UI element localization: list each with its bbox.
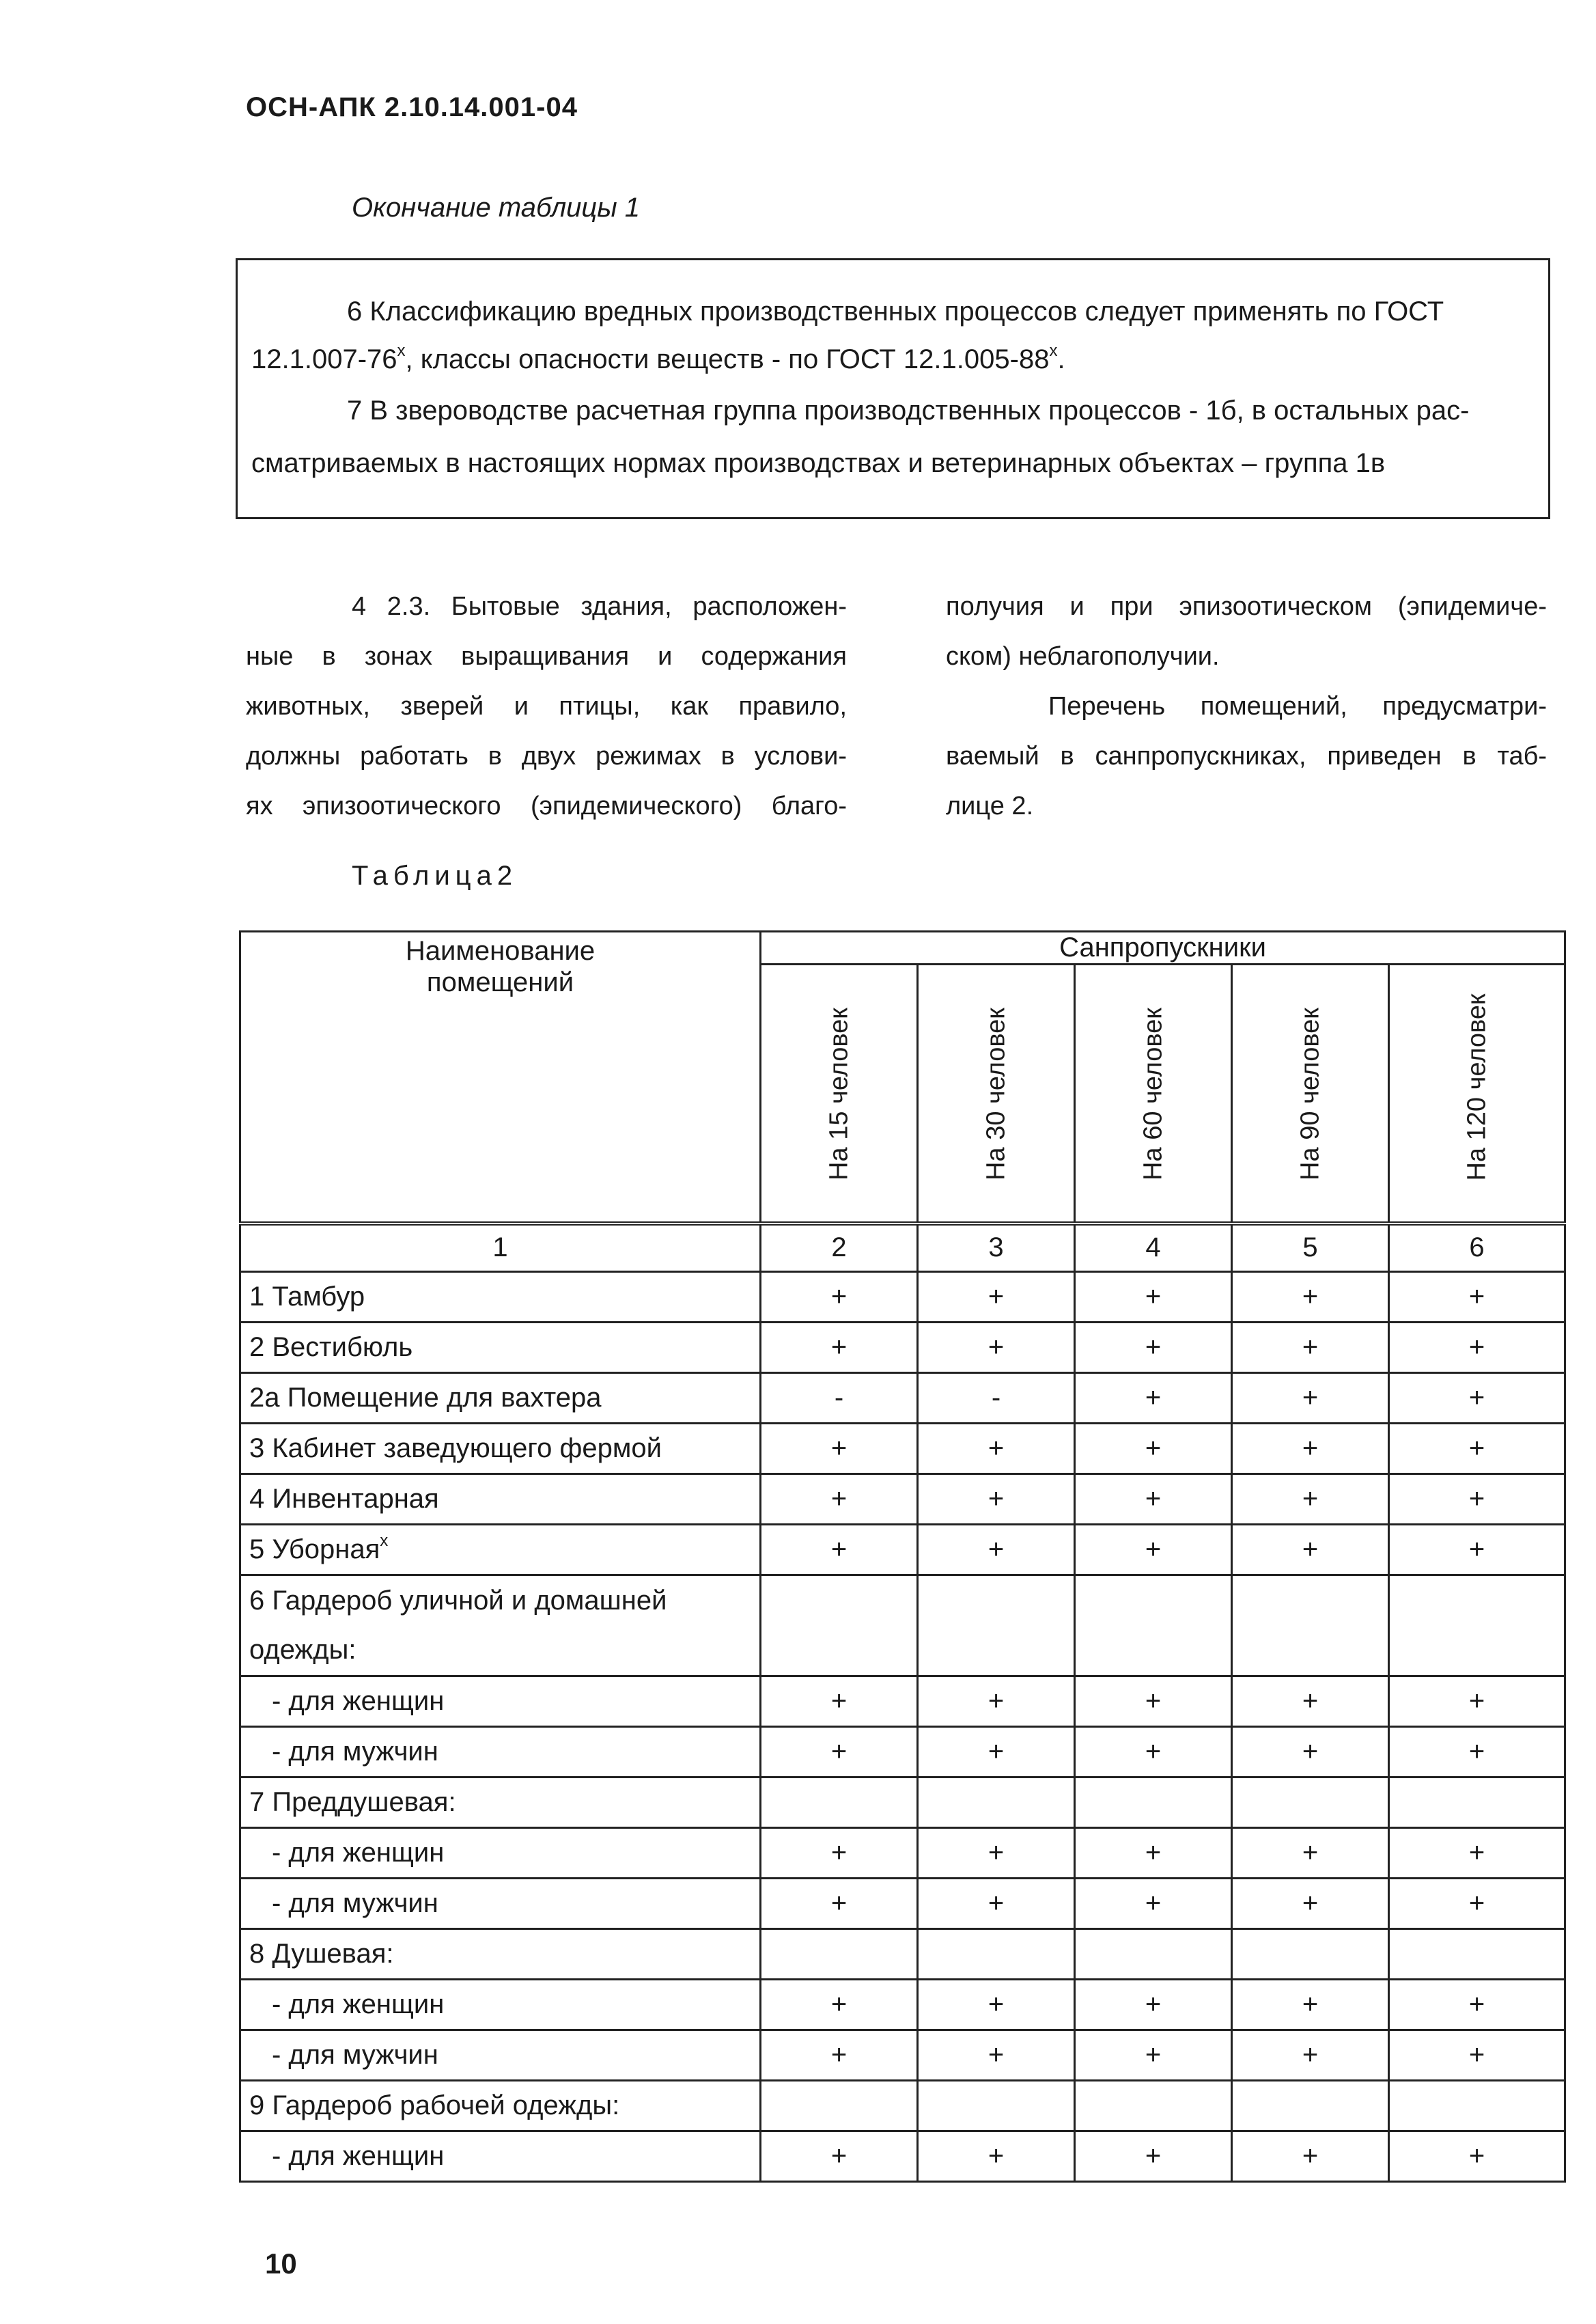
presence-cell: +	[1075, 1827, 1232, 1878]
presence-cell: +	[761, 1271, 918, 1322]
paragraph-right-column	[946, 582, 1547, 831]
presence-cell: +	[1389, 2030, 1565, 2080]
room-name: 9 Гардероб рабочей одежды:	[249, 2090, 620, 2120]
presence-cell: +	[918, 1524, 1075, 1575]
presence-cell: +	[1232, 2131, 1389, 2181]
table1-notes-box	[236, 258, 1550, 519]
room-name: - для мужчин	[272, 1736, 438, 1767]
presence-cell: +	[918, 1979, 1075, 2030]
presence-cell	[1075, 1777, 1232, 1827]
header-name-cell	[240, 932, 761, 1224]
header-col-90: На 90 человек	[1232, 965, 1389, 1224]
presence-cell: +	[918, 1271, 1075, 1322]
presence-cell: +	[918, 2131, 1075, 2181]
room-name: - для мужчин	[272, 2039, 438, 2070]
presence-cell: +	[918, 1676, 1075, 1726]
presence-cell: +	[1389, 1524, 1565, 1575]
table-row	[240, 1423, 1565, 1474]
col-number: 3	[918, 1223, 1075, 1271]
room-name-cell	[240, 1423, 761, 1474]
presence-cell: +	[1232, 1271, 1389, 1322]
presence-cell: +	[1389, 1979, 1565, 2030]
presence-cell: +	[1075, 1423, 1232, 1474]
presence-cell: +	[761, 1322, 918, 1372]
presence-cell: -	[918, 1372, 1075, 1423]
paragraph-line: ваемый в санпропускниках, приведен в таб-	[946, 742, 1547, 771]
presence-cell: +	[1232, 1372, 1389, 1423]
note-7-line-1: 7 В звероводстве расчетная группа производственных процессов - 1б, в остальных рас-	[347, 396, 1470, 426]
table-row	[240, 2131, 1565, 2181]
table-row	[240, 1271, 1565, 1322]
presence-cell: +	[1232, 1979, 1389, 2030]
presence-cell	[1075, 2080, 1232, 2131]
presence-cell: +	[761, 2131, 918, 2181]
table-row	[240, 1726, 1565, 1777]
presence-cell: +	[761, 1423, 918, 1474]
document-code: ОСН-АПК 2.10.14.001-04	[246, 92, 578, 122]
presence-cell: +	[1232, 2030, 1389, 2080]
presence-cell: +	[1232, 1474, 1389, 1524]
paragraph-line: 4 2.3. Бытовые здания, расположен-	[352, 592, 847, 621]
header-group-cell: Санпропускники	[761, 932, 1565, 965]
presence-cell	[1075, 1575, 1232, 1676]
paragraph-line: должны работать в двух режимах в услови-	[246, 742, 847, 771]
room-name-cell	[240, 1928, 761, 1979]
presence-cell: +	[1389, 1322, 1565, 1372]
note-6-line-1: 6 Классификацию вредных производственных процессов следует применять по ГОСТ	[347, 296, 1444, 327]
presence-cell: +	[918, 1423, 1075, 1474]
header-col-60: На 60 человек	[1075, 965, 1232, 1224]
presence-cell: +	[1075, 1474, 1232, 1524]
presence-cell: +	[1075, 1372, 1232, 1423]
room-name-cell	[240, 1372, 761, 1423]
paragraph-line: ском) неблагополучии.	[946, 642, 1220, 671]
presence-cell	[918, 2080, 1075, 2131]
col-number: 5	[1232, 1223, 1389, 1271]
room-name-cell	[240, 1271, 761, 1322]
presence-cell: +	[1389, 1726, 1565, 1777]
room-name: 5 Уборная	[249, 1534, 380, 1564]
presence-cell	[1232, 2080, 1389, 2131]
paragraph-line: ные в зонах выращивания и содержания	[246, 642, 847, 671]
presence-cell: +	[918, 2030, 1075, 2080]
paragraph-line: получия и при эпизоотическом (эпидемиче-	[946, 592, 1547, 621]
room-name: - для женщин	[272, 1989, 445, 2019]
table-row	[240, 1928, 1565, 1979]
room-name: - для женщин	[272, 1685, 445, 1716]
presence-cell: +	[1075, 1524, 1232, 1575]
presence-cell	[761, 1575, 918, 1676]
room-name-cell	[240, 1676, 761, 1726]
room-name: - для мужчин	[272, 1887, 438, 1918]
presence-cell: +	[1232, 1524, 1389, 1575]
presence-cell: +	[1232, 1676, 1389, 1726]
presence-cell: +	[761, 1726, 918, 1777]
room-name-cell	[240, 1575, 761, 1676]
room-name: 4 Инвентарная	[249, 1483, 439, 1514]
table-row	[240, 2080, 1565, 2131]
room-name-cell	[240, 1878, 761, 1928]
room-name-cell	[240, 2080, 761, 2131]
presence-cell	[1232, 1575, 1389, 1676]
room-name: 2а Помещение для вахтера	[249, 1382, 602, 1413]
room-name-cell	[240, 1524, 761, 1575]
room-name: 7 Преддушевая:	[249, 1786, 456, 1817]
room-name: 2 Вестибюль	[249, 1331, 413, 1362]
presence-cell	[1389, 1777, 1565, 1827]
presence-cell	[1389, 1575, 1565, 1676]
table-row	[240, 1979, 1565, 2030]
presence-cell: +	[761, 2030, 918, 2080]
presence-cell	[1232, 1777, 1389, 1827]
paragraph-line: лице 2.	[946, 792, 1034, 820]
presence-cell: -	[761, 1372, 918, 1423]
room-name-cell	[240, 2030, 761, 2080]
presence-cell: +	[1389, 1271, 1565, 1322]
room-name-cell	[240, 1322, 761, 1372]
table2-caption: Таблица2	[352, 861, 518, 891]
table2	[239, 930, 1566, 2183]
table-row	[240, 1322, 1565, 1372]
column-number-row	[240, 1223, 1565, 1271]
note-7-line-2: сматриваемых в настоящих нормах производствах и ветеринарных объектах – группа 1в	[251, 448, 1386, 478]
header-col-15: На 15 человек	[761, 965, 918, 1224]
presence-cell: +	[1075, 2030, 1232, 2080]
presence-cell: +	[918, 1322, 1075, 1372]
presence-cell: +	[1232, 1423, 1389, 1474]
room-name-cell	[240, 2131, 761, 2181]
presence-cell: +	[1075, 1878, 1232, 1928]
presence-cell: +	[1389, 1878, 1565, 1928]
presence-cell	[918, 1575, 1075, 1676]
presence-cell	[918, 1928, 1075, 1979]
presence-cell: +	[1075, 1322, 1232, 1372]
header-col-30: На 30 человек	[918, 965, 1075, 1224]
presence-cell: +	[1075, 1726, 1232, 1777]
presence-cell: +	[918, 1726, 1075, 1777]
paragraph-line: животных, зверей и птицы, как правило,	[246, 692, 847, 721]
table-row	[240, 1827, 1565, 1878]
table-row	[240, 2030, 1565, 2080]
presence-cell: +	[1232, 1827, 1389, 1878]
presence-cell: +	[1389, 2131, 1565, 2181]
table-row	[240, 1575, 1565, 1676]
presence-cell: +	[1232, 1322, 1389, 1372]
table-row	[240, 1676, 1565, 1726]
footnote-mark: х	[380, 1531, 389, 1550]
presence-cell: +	[1075, 1676, 1232, 1726]
presence-cell: +	[761, 1827, 918, 1878]
presence-cell: +	[761, 1474, 918, 1524]
presence-cell: +	[1389, 1372, 1565, 1423]
presence-cell: +	[1075, 1979, 1232, 2030]
table-row	[240, 1777, 1565, 1827]
room-name-cell	[240, 1777, 761, 1827]
note-6-line-2: $12.1.007-76^х$, классы опасности веществ - по ГОСТ $12.1.005-88^х$.	[251, 342, 1065, 374]
page-number: 10	[265, 2247, 297, 2280]
room-name: 8 Душевая:	[249, 1938, 394, 1969]
table-row	[240, 1524, 1565, 1575]
room-name-cell	[240, 1726, 761, 1777]
presence-cell: +	[1232, 1878, 1389, 1928]
header-col-120: На 120 человек	[1389, 965, 1565, 1224]
col-number: 1	[240, 1223, 761, 1271]
paragraph-left-column	[246, 582, 847, 831]
presence-cell: +	[761, 1979, 918, 2030]
col-number: 2	[761, 1223, 918, 1271]
col-number: 4	[1075, 1223, 1232, 1271]
presence-cell: +	[1389, 1827, 1565, 1878]
paragraph-line: ях эпизоотического (эпидемического) благо-	[246, 792, 847, 820]
paragraph-line: Перечень помещений, предусматри-	[1048, 692, 1547, 721]
presence-cell: +	[918, 1827, 1075, 1878]
presence-cell	[761, 1928, 918, 1979]
presence-cell: +	[1232, 1726, 1389, 1777]
col-number: 6	[1389, 1223, 1565, 1271]
presence-cell: +	[1075, 1271, 1232, 1322]
presence-cell: +	[1075, 2131, 1232, 2181]
room-name: 3 Кабинет заведующего фермой	[249, 1433, 662, 1463]
room-name: 6 Гардероб уличной и домашней одежды:	[249, 1586, 667, 1665]
presence-cell: +	[1389, 1423, 1565, 1474]
presence-cell: +	[761, 1524, 918, 1575]
presence-cell	[1075, 1928, 1232, 1979]
presence-cell	[761, 2080, 918, 2131]
room-name: - для женщин	[272, 1837, 445, 1868]
presence-cell: +	[761, 1878, 918, 1928]
room-name: - для женщин	[272, 2140, 445, 2171]
room-name-cell	[240, 1827, 761, 1878]
room-name: 1 Тамбур	[249, 1281, 365, 1312]
presence-cell	[1389, 2080, 1565, 2131]
presence-cell	[761, 1777, 918, 1827]
presence-cell: +	[1389, 1474, 1565, 1524]
room-name-cell	[240, 1979, 761, 2030]
table-row	[240, 1372, 1565, 1423]
table1-end-caption: Окончание таблицы 1	[352, 193, 641, 223]
room-name-cell	[240, 1474, 761, 1524]
presence-cell: +	[761, 1676, 918, 1726]
table-row	[240, 1878, 1565, 1928]
presence-cell	[1389, 1928, 1565, 1979]
presence-cell: +	[918, 1878, 1075, 1928]
table-row	[240, 1474, 1565, 1524]
presence-cell	[1232, 1928, 1389, 1979]
header-name-label: Наименование помещений	[405, 936, 596, 997]
presence-cell	[918, 1777, 1075, 1827]
presence-cell: +	[918, 1474, 1075, 1524]
presence-cell: +	[1389, 1676, 1565, 1726]
